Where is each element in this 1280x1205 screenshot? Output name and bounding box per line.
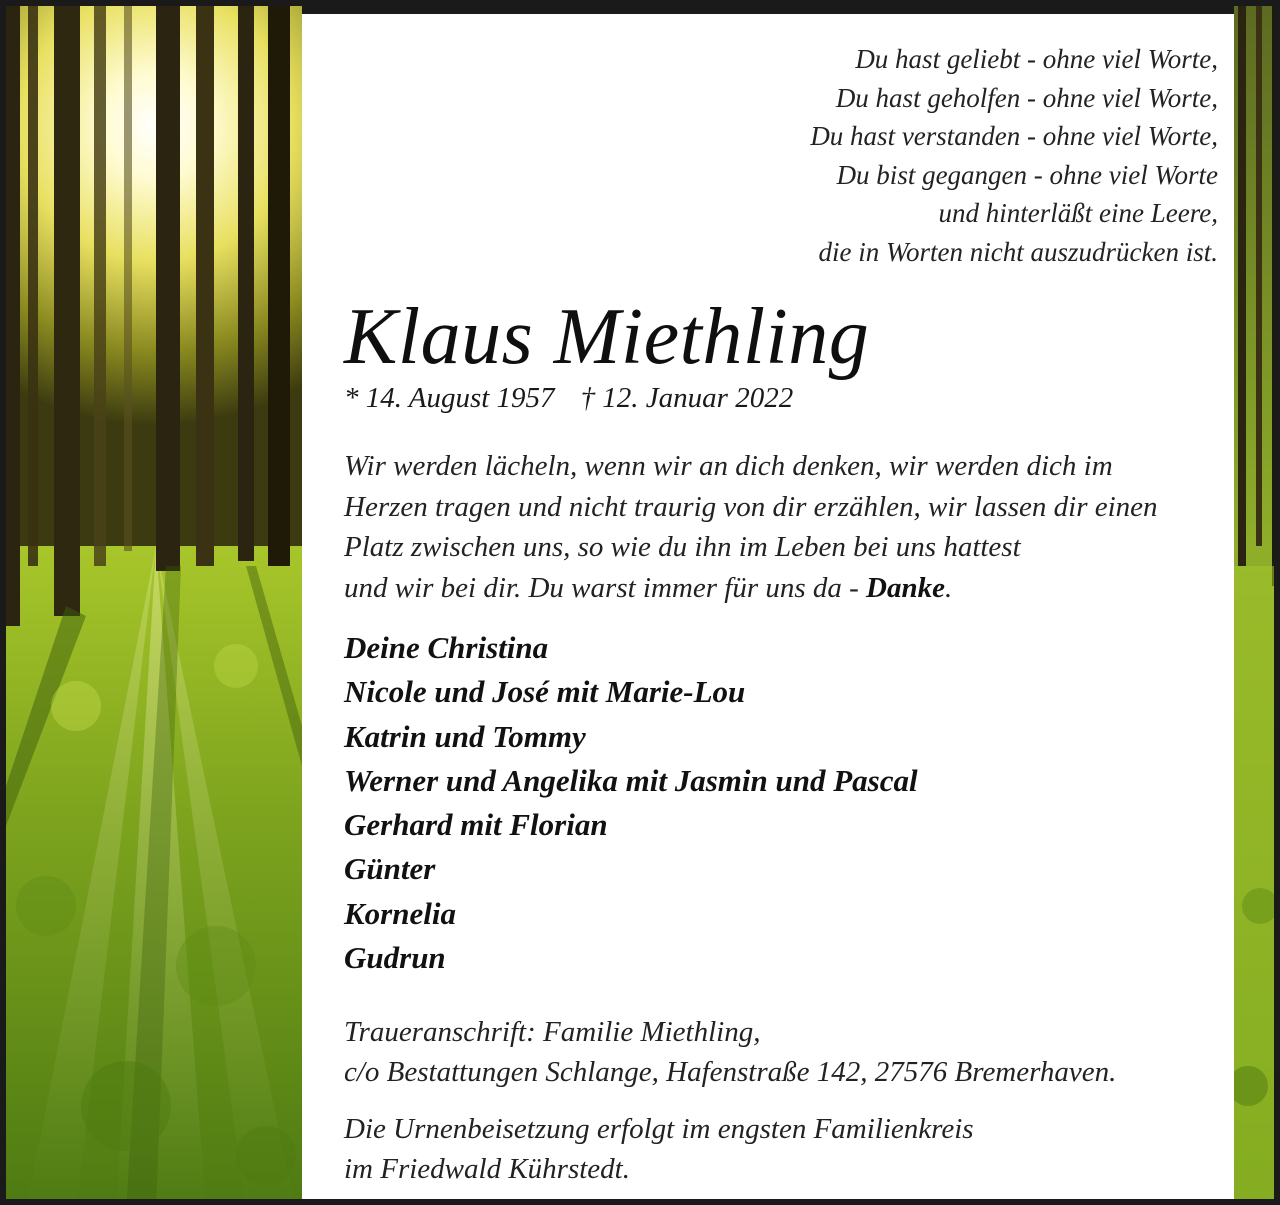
thanks-word: Danke bbox=[866, 571, 945, 604]
family-member: Kornelia bbox=[344, 895, 456, 931]
poem-line: Du hast geliebt - ohne viel Worte, bbox=[855, 44, 1218, 74]
poem-line: Du hast geholfen - ohne viel Worte, bbox=[835, 82, 1218, 113]
birth-date: * 14. August 1957 bbox=[344, 382, 555, 414]
message-last-line: und wir bei dir. Du warst immer für uns da - bbox=[344, 571, 867, 604]
family-list bbox=[344, 626, 1224, 980]
memorial-message bbox=[344, 446, 1224, 608]
message-line: Wir werden lächeln, wenn wir an dich denken, wir werden dich im bbox=[344, 450, 1113, 482]
death-date: † 12. Januar 2022 bbox=[580, 382, 794, 414]
family-member: Günter bbox=[344, 851, 436, 887]
burial-line: Die Urnenbeisetzung erfolgt im engsten Familienkreis bbox=[344, 1113, 974, 1145]
mourning-address bbox=[344, 1012, 1224, 1092]
family-member: Deine Christina bbox=[344, 630, 549, 665]
bottom-border bbox=[302, 1199, 1234, 1205]
address-line: c/o Bestattungen Schlange, Hafenstraße 142, 27576 Bremerhaven. bbox=[344, 1056, 1117, 1088]
poem-line: und hinterläßt eine Leere, bbox=[938, 198, 1218, 228]
burial-notice bbox=[344, 1109, 1224, 1189]
burial-line: im Friedwald Kührstedt. bbox=[344, 1153, 630, 1185]
forest-image-right bbox=[1234, 6, 1280, 1205]
family-member: Gudrun bbox=[344, 940, 446, 976]
life-dates bbox=[344, 382, 793, 415]
message-line: Platz zwischen uns, so wie du ihn im Leben bei uns hattest bbox=[344, 531, 1021, 563]
message-line bbox=[344, 568, 1224, 609]
poem bbox=[658, 40, 1218, 271]
forest-image-left bbox=[6, 6, 302, 1205]
family-member: Gerhard mit Florian bbox=[344, 807, 608, 843]
poem-line: Du hast verstanden - ohne viel Worte, bbox=[810, 121, 1218, 151]
deceased-name: Klaus Miethling bbox=[344, 293, 870, 381]
address-line: Traueranschrift: Familie Miethling, bbox=[344, 1016, 761, 1048]
message-line: Herzen tragen und nicht traurig von dir erzählen, wir lassen dir einen bbox=[344, 490, 1158, 523]
family-member: Werner und Angelika mit Jasmin und Pascal bbox=[344, 762, 918, 798]
family-member: Katrin und Tommy bbox=[344, 718, 586, 754]
poem-line: die in Worten nicht auszudrücken ist. bbox=[818, 236, 1218, 267]
family-member: Nicole und José mit Marie-Lou bbox=[344, 674, 746, 710]
poem-line: Du bist gegangen - ohne viel Worte bbox=[836, 159, 1218, 190]
top-border bbox=[302, 6, 1234, 14]
message-period: . bbox=[945, 571, 953, 604]
obituary-text-panel bbox=[302, 14, 1234, 1199]
